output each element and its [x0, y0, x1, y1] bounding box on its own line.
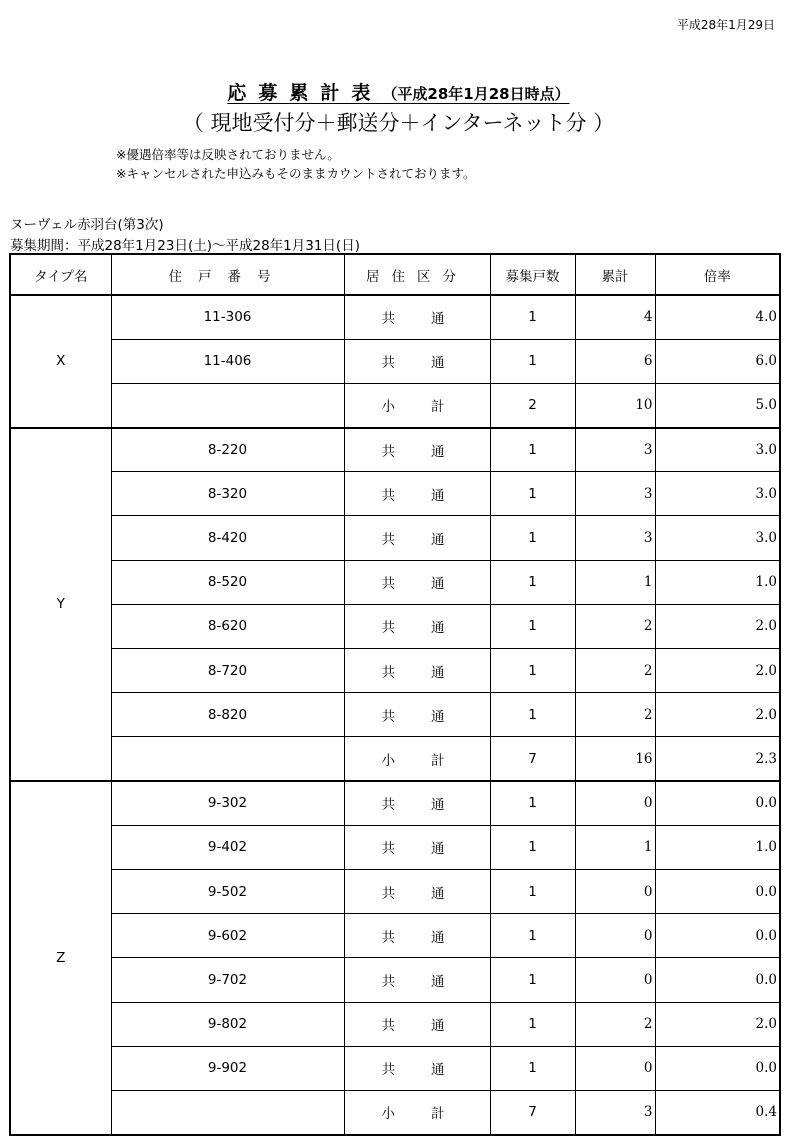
table-row — [10, 649, 780, 693]
type-cell: Y — [10, 428, 111, 782]
residence-category-cell: 共通 — [344, 781, 490, 825]
table-row — [10, 1002, 780, 1046]
cumulative-cell: 0 — [575, 958, 655, 1002]
residence-category-cell: 共通 — [344, 295, 490, 339]
unit-number-cell: 9-902 — [111, 1046, 344, 1090]
ratio-cell: 5.0 — [655, 383, 780, 427]
page-title — [0, 78, 797, 105]
ratio-cell: 2.3 — [655, 737, 780, 781]
cumulative-cell: 0 — [575, 914, 655, 958]
unit-number-cell: 9-402 — [111, 825, 344, 869]
residence-category-cell: 共通 — [344, 428, 490, 472]
document-date: 平成28年1月29日 — [676, 18, 775, 32]
header-units-offered: 募集戸数 — [490, 254, 575, 295]
cumulative-cell: 10 — [575, 383, 655, 427]
ratio-cell: 4.0 — [655, 295, 780, 339]
unit-number-cell — [111, 737, 344, 781]
cumulative-cell: 3 — [575, 1090, 655, 1134]
unit-number-cell: 9-702 — [111, 958, 344, 1002]
cumulative-cell: 4 — [575, 295, 655, 339]
ratio-cell: 2.0 — [655, 1002, 780, 1046]
units-offered-cell: 1 — [490, 560, 575, 604]
subtotal-row — [10, 1090, 780, 1134]
residence-category-cell: 小計 — [344, 737, 490, 781]
units-offered-cell: 1 — [490, 781, 575, 825]
residence-category-cell: 共通 — [344, 604, 490, 648]
residence-category-cell: 共通 — [344, 914, 490, 958]
units-offered-cell: 1 — [490, 825, 575, 869]
ratio-cell: 0.0 — [655, 958, 780, 1002]
residence-category-cell: 共通 — [344, 560, 490, 604]
residence-category-cell: 共通 — [344, 825, 490, 869]
ratio-cell: 0.0 — [655, 781, 780, 825]
units-offered-cell: 2 — [490, 383, 575, 427]
cumulative-cell: 2 — [575, 1002, 655, 1046]
unit-number-cell — [111, 383, 344, 427]
title-main: 応募累計表 — [227, 82, 383, 104]
table-body — [10, 295, 780, 1135]
ratio-cell: 0.4 — [655, 1090, 780, 1134]
table-row — [10, 295, 780, 339]
property-name: ヌーヴェル赤羽台(第3次) — [10, 217, 164, 233]
unit-number-cell: 8-520 — [111, 560, 344, 604]
table-row — [10, 516, 780, 560]
cumulative-cell: 0 — [575, 781, 655, 825]
page-subtitle: （ 現地受付分＋郵送分＋インターネット分 ） — [182, 111, 615, 135]
cumulative-cell: 3 — [575, 516, 655, 560]
units-offered-cell: 1 — [490, 869, 575, 913]
ratio-cell: 3.0 — [655, 472, 780, 516]
ratio-cell: 0.0 — [655, 869, 780, 913]
residence-category-cell: 共通 — [344, 958, 490, 1002]
header-ratio: 倍率 — [655, 254, 780, 295]
note-cancellations: ※キャンセルされた申込みもそのままカウントされております。 — [116, 166, 476, 181]
residence-category-cell: 小計 — [344, 1090, 490, 1134]
ratio-cell: 2.0 — [655, 649, 780, 693]
ratio-cell: 0.0 — [655, 914, 780, 958]
residence-category-cell: 小計 — [344, 383, 490, 427]
ratio-cell: 3.0 — [655, 428, 780, 472]
ratio-cell: 3.0 — [655, 516, 780, 560]
units-offered-cell: 1 — [490, 914, 575, 958]
unit-number-cell: 8-820 — [111, 693, 344, 737]
units-offered-cell: 1 — [490, 693, 575, 737]
cumulative-cell: 6 — [575, 339, 655, 383]
subtotal-row — [10, 383, 780, 427]
table-row — [10, 339, 780, 383]
unit-number-cell: 11-306 — [111, 295, 344, 339]
units-offered-cell: 1 — [490, 1046, 575, 1090]
header-type: タイプ名 — [10, 254, 111, 295]
table-row — [10, 914, 780, 958]
units-offered-cell: 1 — [490, 604, 575, 648]
units-offered-cell: 7 — [490, 737, 575, 781]
residence-category-cell: 共通 — [344, 1002, 490, 1046]
unit-number-cell: 11-406 — [111, 339, 344, 383]
note-preferential-rate: ※優遇倍率等は反映されておりません。 — [116, 147, 340, 162]
unit-number-cell: 9-302 — [111, 781, 344, 825]
ratio-cell: 1.0 — [655, 560, 780, 604]
header-cumulative: 累計 — [575, 254, 655, 295]
table-row — [10, 825, 780, 869]
table-row — [10, 428, 780, 472]
units-offered-cell: 1 — [490, 295, 575, 339]
cumulative-cell: 0 — [575, 1046, 655, 1090]
ratio-cell: 0.0 — [655, 1046, 780, 1090]
cumulative-cell: 2 — [575, 649, 655, 693]
type-cell: Z — [10, 781, 111, 1135]
cumulative-cell: 0 — [575, 869, 655, 913]
header-residence-category: 居住区分 — [344, 254, 490, 295]
unit-number-cell: 8-620 — [111, 604, 344, 648]
units-offered-cell: 1 — [490, 649, 575, 693]
table-row — [10, 958, 780, 1002]
cumulative-cell: 2 — [575, 604, 655, 648]
ratio-cell: 1.0 — [655, 825, 780, 869]
application-period: 募集期間：平成28年1月23日(土)～平成28年1月31日(日) — [10, 238, 360, 254]
table-row — [10, 472, 780, 516]
units-offered-cell: 1 — [490, 516, 575, 560]
residence-category-cell: 共通 — [344, 339, 490, 383]
units-offered-cell: 1 — [490, 339, 575, 383]
unit-number-cell: 9-502 — [111, 869, 344, 913]
residence-category-cell: 共通 — [344, 869, 490, 913]
table-row — [10, 781, 780, 825]
unit-number-cell: 9-602 — [111, 914, 344, 958]
subtotal-row — [10, 737, 780, 781]
cumulative-cell: 1 — [575, 825, 655, 869]
residence-category-cell: 共通 — [344, 472, 490, 516]
type-cell: X — [10, 295, 111, 428]
table-row — [10, 693, 780, 737]
cumulative-cell: 16 — [575, 737, 655, 781]
residence-category-cell: 共通 — [344, 649, 490, 693]
ratio-cell: 6.0 — [655, 339, 780, 383]
cumulative-cell: 3 — [575, 428, 655, 472]
table-row — [10, 560, 780, 604]
units-offered-cell: 7 — [490, 1090, 575, 1134]
table-header-row — [10, 254, 780, 295]
units-offered-cell: 1 — [490, 958, 575, 1002]
residence-category-cell: 共通 — [344, 1046, 490, 1090]
table-row — [10, 604, 780, 648]
table-row — [10, 869, 780, 913]
residence-category-cell: 共通 — [344, 516, 490, 560]
unit-number-cell: 8-720 — [111, 649, 344, 693]
ratio-cell: 2.0 — [655, 693, 780, 737]
application-tally-table — [9, 253, 781, 1136]
table-row — [10, 1046, 780, 1090]
units-offered-cell: 1 — [490, 1002, 575, 1046]
unit-number-cell: 8-420 — [111, 516, 344, 560]
residence-category-cell: 共通 — [344, 693, 490, 737]
unit-number-cell: 9-802 — [111, 1002, 344, 1046]
unit-number-cell: 8-220 — [111, 428, 344, 472]
unit-number-cell: 8-320 — [111, 472, 344, 516]
cumulative-cell: 1 — [575, 560, 655, 604]
cumulative-cell: 2 — [575, 693, 655, 737]
unit-number-cell — [111, 1090, 344, 1134]
units-offered-cell: 1 — [490, 428, 575, 472]
cumulative-cell: 3 — [575, 472, 655, 516]
title-as-of: （平成28年1月28日時点） — [382, 85, 570, 103]
units-offered-cell: 1 — [490, 472, 575, 516]
ratio-cell: 2.0 — [655, 604, 780, 648]
header-unit-number: 住戸番号 — [111, 254, 344, 295]
